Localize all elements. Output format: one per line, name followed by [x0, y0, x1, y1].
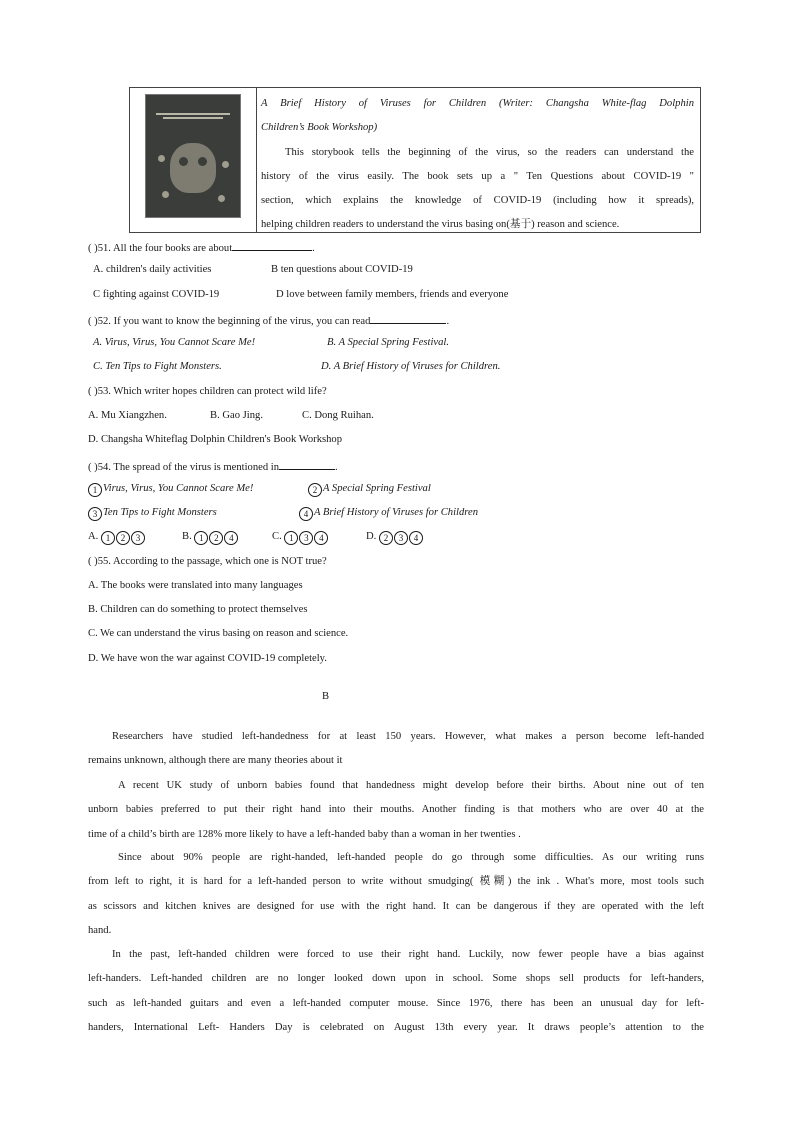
passage-paragraph-2 — [88, 774, 704, 847]
passage-line: Since about 90% people are right-handed, left-handed people do go through some difficulties. As our writing runs — [118, 852, 704, 863]
option-b: B ten questions about COVID-19 — [271, 264, 413, 275]
circled-number: 3 — [88, 507, 102, 521]
passage-paragraph-1 — [88, 725, 704, 774]
option-d: D. A Brief History of Viruses for Children. — [321, 361, 501, 372]
q52-options-row2 — [93, 361, 501, 372]
option-b: B. A Special Spring Festival. — [327, 337, 450, 348]
q53-options-row1 — [88, 410, 374, 421]
option-c: C. 1 3 4 — [272, 531, 329, 545]
stem-end: . — [446, 316, 450, 327]
choice-4: A Brief History of Viruses for Children — [314, 507, 479, 518]
option-a: A. Mu Xiangzhen. — [88, 410, 167, 421]
stem-end: . — [312, 243, 315, 254]
passage-line: hand. — [88, 924, 112, 936]
passage-line: from left to right, it is hard for a left-handed person to write without smudging( 模糊) the ink . What's more, most tools such — [88, 876, 704, 888]
q54-choices-row1 — [88, 483, 431, 497]
choice-3: Ten Tips to Fight Monsters — [103, 507, 217, 518]
stem-end: . — [335, 462, 338, 473]
choice-2: A Special Spring Festival — [323, 483, 431, 494]
book-title-line: A Brief History of Viruses for Children (Writer: Changsha White-flag Dolphin — [261, 98, 694, 109]
passage-line: unborn babies preferred to put their right hand into their mouths. Another finding is that mothers who are over 40 at the — [88, 804, 704, 816]
question-55 — [88, 556, 327, 567]
passage-line: as scissors and kitchen knives are designed for use with the right hand. It can be dangerous if they are operated with the left — [88, 900, 704, 912]
option-a: A. 1 2 3 — [88, 531, 146, 542]
answer-blank — [370, 313, 446, 324]
passage-line: time of a child’s birth are 128% more likely to have a left-handed baby than a woman in her twenties . — [88, 828, 521, 840]
book-cover-image — [145, 94, 241, 218]
q51-options-row2 — [93, 289, 509, 300]
question-51 — [88, 240, 315, 254]
circled-number: 2 — [308, 483, 322, 497]
question-stem: ( )52. If you want to know the beginning of the virus, you can read — [88, 316, 371, 327]
option-d: D love between family members, friends and everyone — [276, 289, 509, 300]
question-53 — [88, 386, 327, 397]
q51-options-row1 — [93, 264, 413, 275]
circled-number: 4 — [299, 507, 313, 521]
passage-line: handers, International Left- Handers Day is celebrated on August 13th every year. It draws people’s attention to the — [88, 1021, 704, 1033]
option-c: C. Dong Ruihan. — [302, 410, 374, 421]
question-stem: ( )54. The spread of the virus is mentioned in — [88, 462, 280, 473]
question-stem: ( )55. According to the passage, which one is NOT true? — [88, 556, 327, 567]
passage-line: Researchers have studied left-handedness for at least 150 years. However, what makes a person become left-handed — [112, 731, 704, 742]
option-d: D. 2 3 4 — [366, 531, 424, 545]
passage-line: A recent UK study of unborn babies found that handedness might develop before their births. About nine out of ten — [118, 780, 704, 791]
option-b: B. 1 2 4 — [182, 531, 239, 545]
option-b: B. Children can do something to protect themselves — [88, 604, 308, 615]
q54-choices-row2 — [88, 507, 479, 521]
question-stem: ( )53. Which writer hopes children can protect wild life? — [88, 386, 327, 397]
book-description — [257, 88, 700, 232]
question-52 — [88, 313, 449, 327]
section-heading: B — [322, 691, 330, 702]
option-a: A. Virus, Virus, You Cannot Scare Me! — [93, 337, 256, 348]
passage-line: remains unknown, although there are many theories about it — [88, 755, 343, 767]
option-d: D. Changsha Whiteflag Dolphin Children's Book Workshop — [88, 434, 343, 445]
book-desc-line: history of the virus easily. The book sets up a " Ten Questions about COVID-19 " — [261, 170, 694, 182]
option-a: A. children's daily activities — [93, 264, 212, 275]
passage-line: In the past, left-handed children were forced to use their right hand. Luckily, now fewer people have a bias against — [112, 949, 704, 960]
option-c: C fighting against COVID-19 — [93, 289, 220, 300]
choice-1: Virus, Virus, You Cannot Scare Me! — [103, 483, 254, 494]
q52-options-row1 — [93, 337, 450, 348]
book-title-line: Children’s Book Workshop) — [261, 122, 378, 134]
book-cover-cell — [130, 88, 257, 232]
option-a: A. The books were translated into many languages — [88, 580, 303, 591]
answer-blank — [232, 240, 312, 251]
passage-paragraph-4 — [88, 943, 704, 1040]
q54-options — [88, 531, 419, 545]
book-desc-line: This storybook tells the beginning of the virus, so the readers can understand the — [285, 146, 694, 158]
book-desc-line: helping children readers to understand the virus basing on(基于) reason and science. — [261, 219, 620, 231]
book-desc-line: section, which explains the knowledge of COVID-19 (including how it spreads), — [261, 195, 694, 207]
q53-options-row2 — [88, 434, 342, 445]
passage-paragraph-3 — [88, 846, 704, 943]
answer-blank — [279, 459, 335, 470]
passage-line: such as left-handed guitars and even a left-handed computer mouse. Since 1976, there has been an unusual day for left- — [88, 997, 704, 1009]
option-c: C. Ten Tips to Fight Monsters. — [93, 361, 222, 372]
option-b: B. Gao Jing. — [210, 410, 263, 421]
option-c: C. We can understand the virus basing on reason and science. — [88, 628, 349, 639]
book-table-row — [129, 87, 701, 233]
question-stem: ( )51. All the four books are about — [88, 243, 233, 254]
passage-line: left-handers. Left-handed children are no longer looked down upon in school. Some shops sell products for left-handers, — [88, 973, 704, 985]
question-54 — [88, 459, 338, 473]
circled-number: 1 — [88, 483, 102, 497]
option-d: D. We have won the war against COVID-19 completely. — [88, 653, 327, 664]
